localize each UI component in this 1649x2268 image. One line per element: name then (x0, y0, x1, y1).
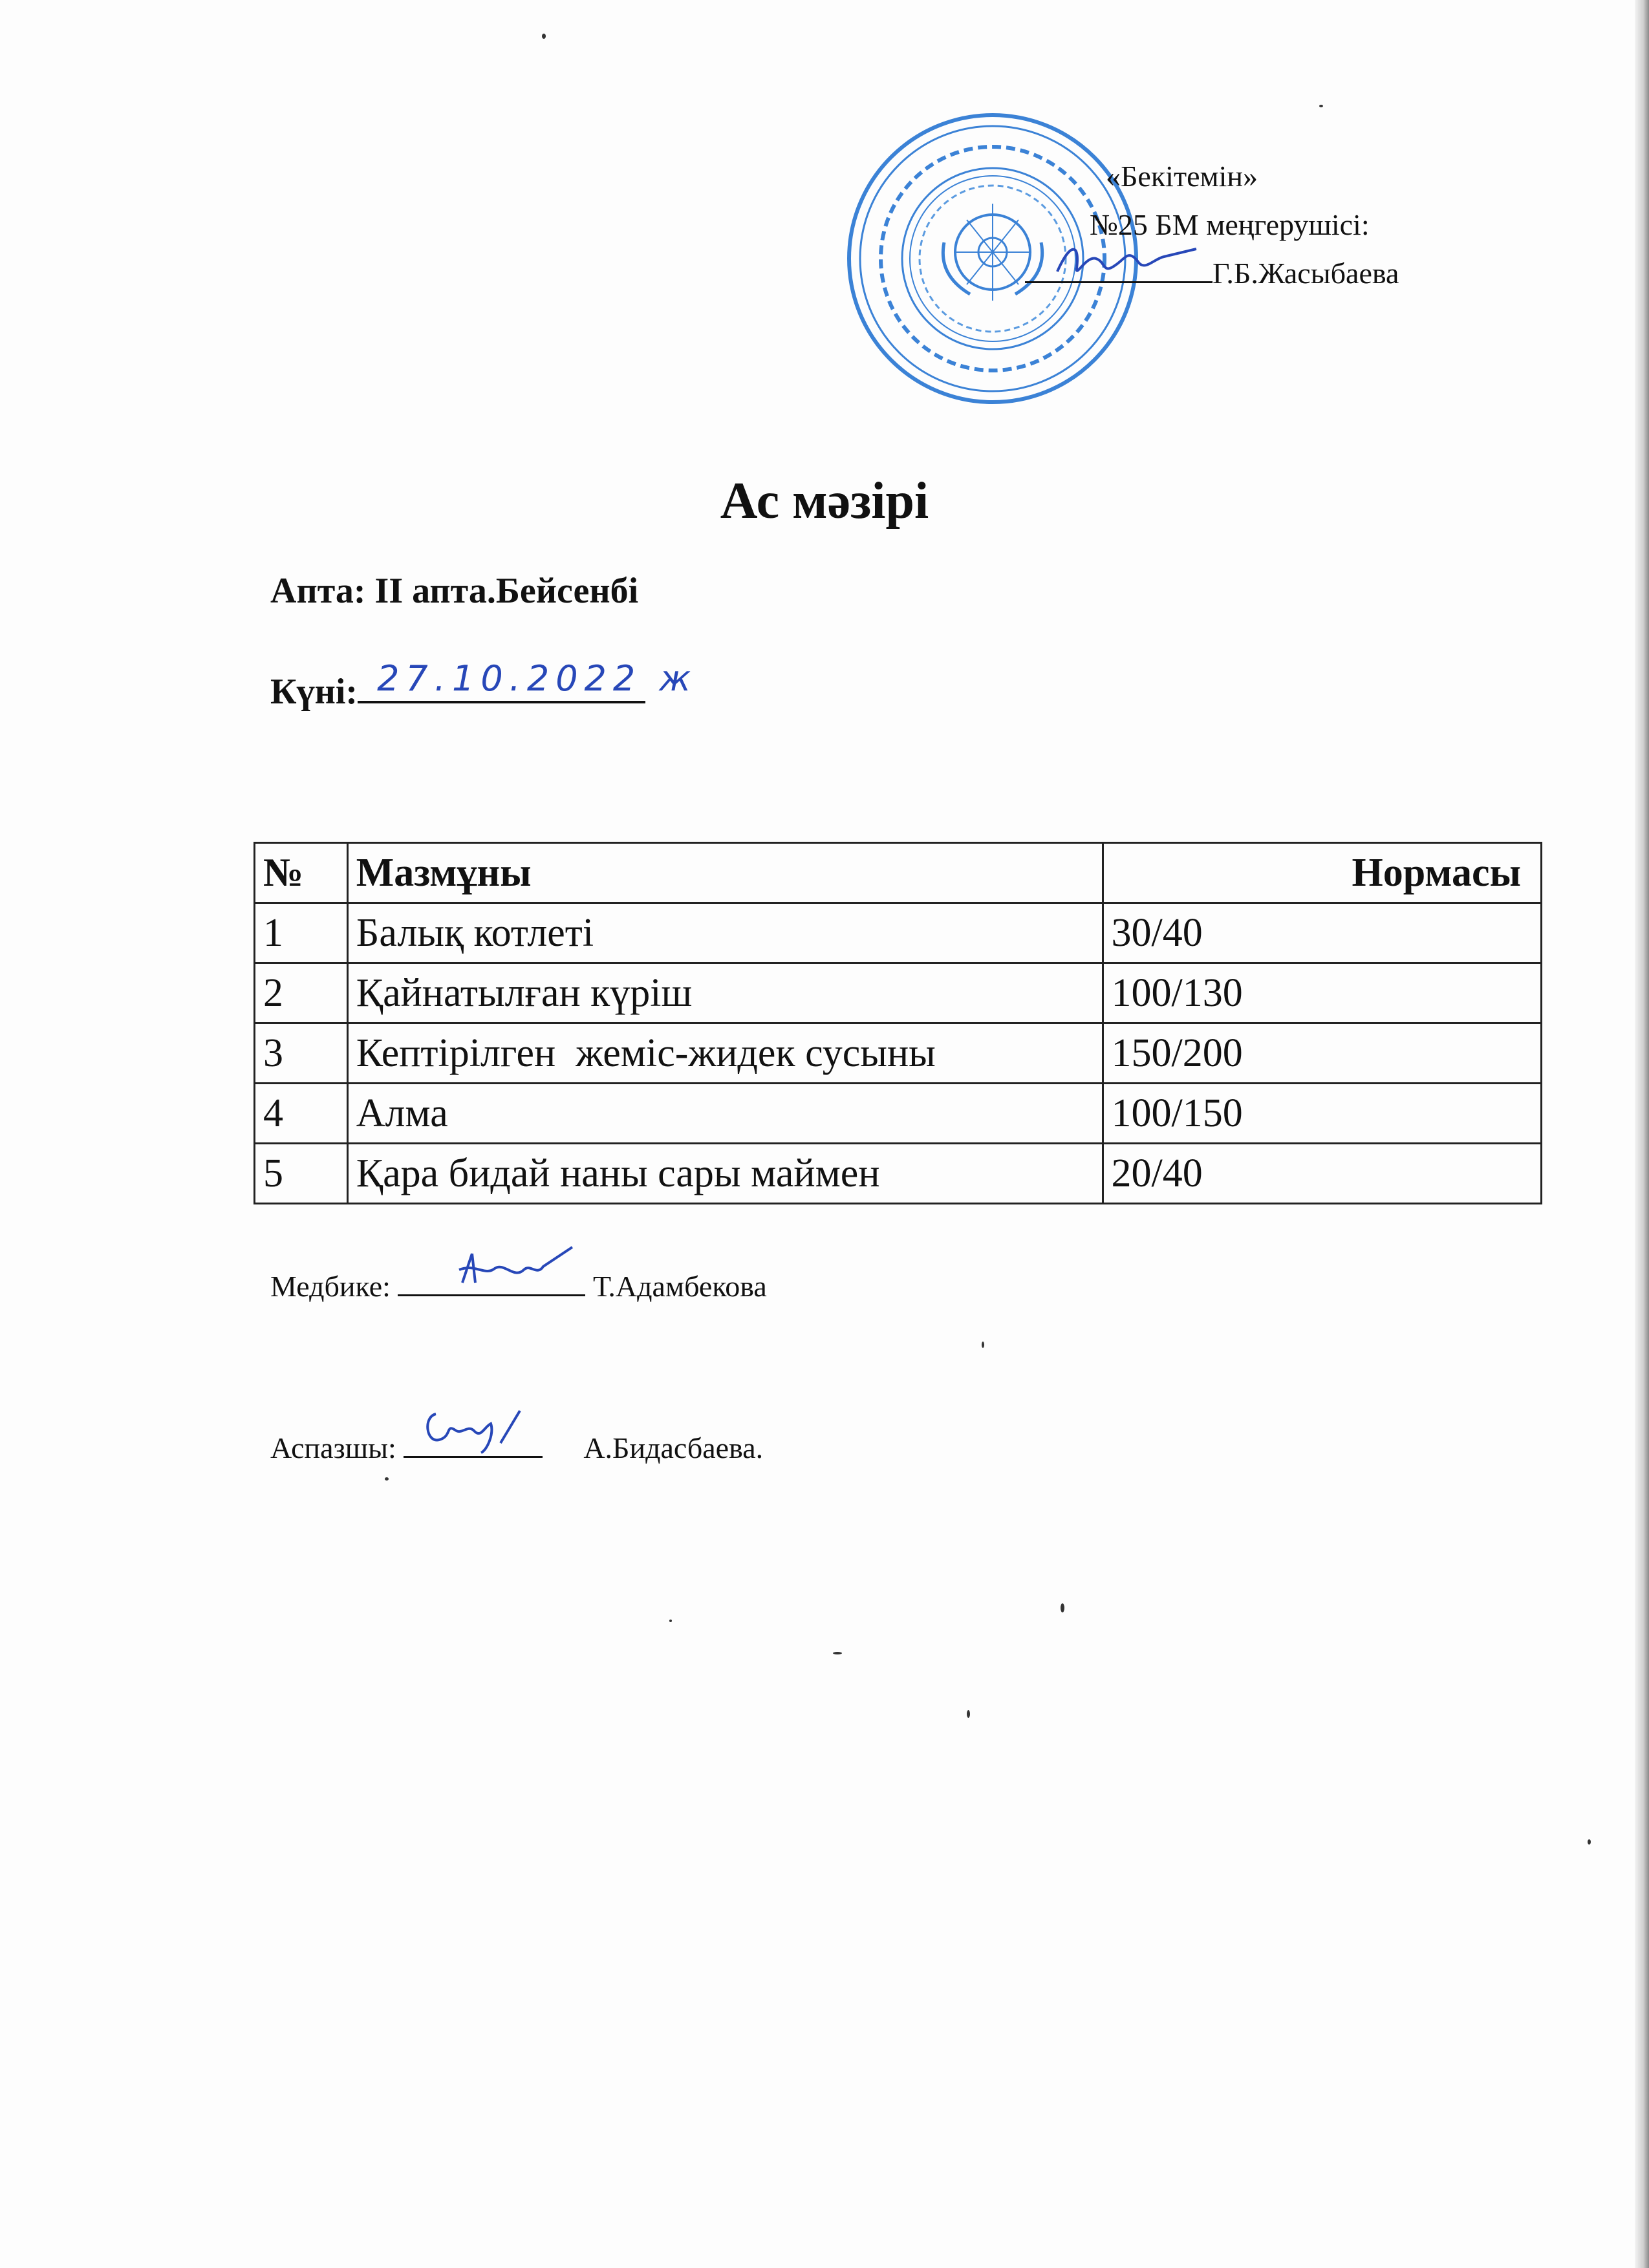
table-row (255, 963, 1542, 1023)
scan-speck (669, 1620, 672, 1622)
row-dish: Қайнатылған күріш (347, 963, 1103, 1023)
scan-speck (982, 1342, 984, 1348)
table-row (255, 1084, 1542, 1144)
handwritten-date: 27.10.2022 ж (377, 658, 698, 699)
row-number: 5 (255, 1144, 348, 1204)
nurse-signature-line (398, 1268, 585, 1296)
cook-name: А.Бидасбаева. (583, 1431, 764, 1464)
week-label: Апта: II апта.Бейсенбі (270, 571, 639, 611)
cook-signature-icon (416, 1404, 546, 1456)
nurse-signature-row (270, 1268, 767, 1303)
scan-speck (542, 34, 546, 39)
header-number: № (255, 843, 348, 903)
header-norm: Нормасы (1103, 843, 1541, 903)
row-number: 2 (255, 963, 348, 1023)
date-label: Күні: (270, 672, 358, 712)
scan-speck (1319, 105, 1323, 107)
scan-speck (1588, 1839, 1591, 1845)
row-dish: Қара бидай наны сары маймен (347, 1144, 1103, 1204)
header-content: Мазмұны (347, 843, 1103, 903)
scan-speck (967, 1710, 970, 1718)
date-underline (358, 658, 698, 703)
scan-speck (1061, 1603, 1064, 1612)
row-dish: Балық котлеті (347, 903, 1103, 963)
scan-speck (833, 1652, 842, 1654)
cook-signature-line (404, 1430, 543, 1458)
head-signature-icon (1051, 236, 1200, 288)
cook-label: Аспазшы: (270, 1431, 396, 1464)
table-header-row (255, 843, 1542, 903)
table-row (255, 903, 1542, 963)
signature-underline (1025, 255, 1212, 283)
head-name: Г.Б.Жасыбаева (1212, 257, 1399, 290)
row-norm: 100/150 (1103, 1084, 1541, 1144)
scan-speck (385, 1477, 389, 1481)
row-dish: Кептірілген жеміс-жидек сусыны (347, 1023, 1103, 1084)
head-signature-line (1025, 249, 1399, 298)
row-norm: 150/200 (1103, 1023, 1541, 1084)
approve-label: «Бекітемін» (1106, 160, 1258, 193)
row-number: 1 (255, 903, 348, 963)
row-number: 3 (255, 1023, 348, 1084)
row-norm: 100/130 (1103, 963, 1541, 1023)
row-number: 4 (255, 1084, 348, 1144)
nurse-name: Т.Адамбекова (592, 1270, 767, 1303)
cook-signature-row (270, 1430, 763, 1465)
nurse-label: Медбике: (270, 1270, 391, 1303)
row-norm: 20/40 (1103, 1144, 1541, 1204)
row-norm: 30/40 (1103, 903, 1541, 963)
page-title: Ас мәзірі (720, 473, 929, 530)
nurse-signature-icon (449, 1244, 579, 1296)
menu-table (253, 842, 1542, 1204)
scan-edge-shadow (1635, 0, 1649, 2268)
head-position: №25 БМ меңгерушісі: (1090, 208, 1370, 241)
date-row (270, 658, 698, 712)
table-row (255, 1023, 1542, 1084)
table-row (255, 1144, 1542, 1204)
row-dish: Алма (347, 1084, 1103, 1144)
